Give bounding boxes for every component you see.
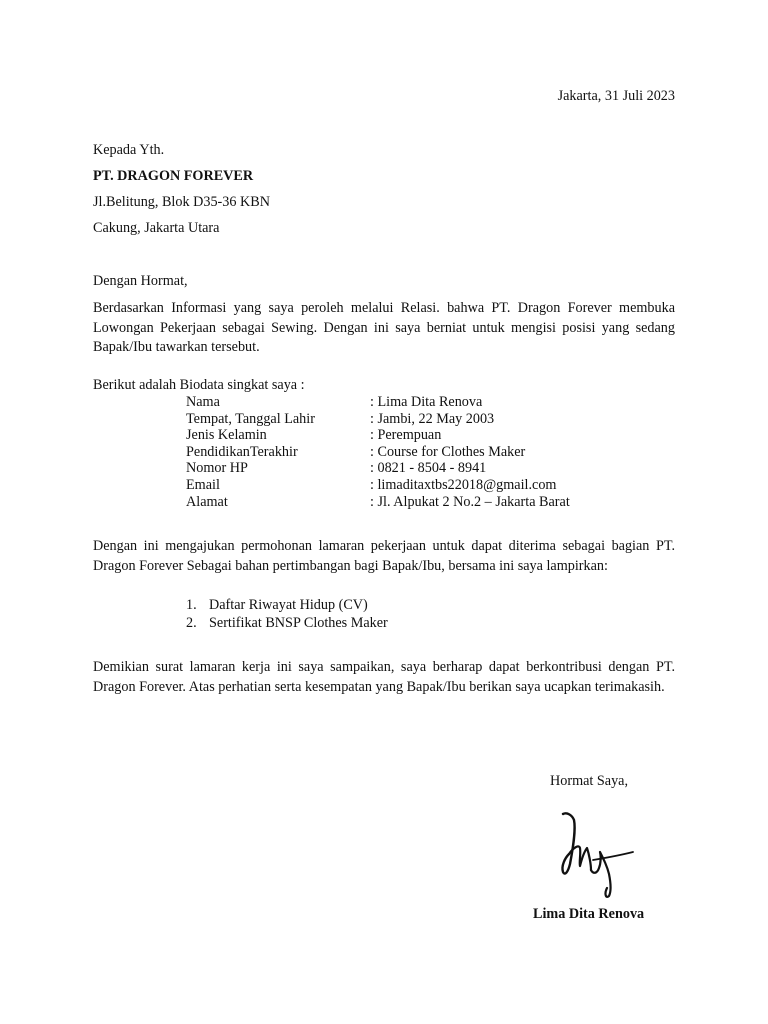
recipient-salutation: Kepada Yth. [93, 142, 165, 158]
biodata-label: Nama [186, 394, 220, 410]
biodata-row [0, 427, 768, 444]
biodata-value: : limaditaxtbs22018@gmail.com [370, 477, 557, 493]
biodata-value: : Jambi, 22 May 2003 [370, 410, 495, 427]
biodata-label: Tempat, Tanggal Lahir [186, 410, 315, 427]
attachment-text: Daftar Riwayat Hidup (CV) [209, 597, 368, 613]
attachment-number: 2. [186, 615, 197, 631]
letter-date: Jakarta, 31 Juli 2023 [557, 88, 675, 104]
biodata-label: Alamat [186, 493, 228, 510]
greeting: Dengan Hormat, [93, 273, 188, 289]
attachment-text: Sertifikat BNSP Clothes Maker [209, 615, 388, 631]
biodata-value: : Course for Clothes Maker [370, 443, 526, 460]
biodata-intro: Berikut adalah Biodata singkat saya : [93, 377, 305, 393]
biodata-label: Nomor HP [186, 460, 248, 477]
biodata-label: Jenis Kelamin [186, 427, 267, 444]
signer-name: Lima Dita Renova [533, 906, 645, 922]
biodata-row [0, 444, 768, 461]
biodata-value: : Perempuan [370, 427, 442, 444]
recipient-address-line2: Cakung, Jakarta Utara [93, 220, 220, 236]
biodata-row [0, 477, 768, 494]
signature-image [553, 808, 638, 900]
paragraph-closing: Demikian surat lamaran kerja ini saya sampaikan, saya berharap dapat berkontribusi dengan PT. Dragon Forever. Atas perhatian serta kesempatan yang Bapak/Ibu berikan saya ucapkan terimakasih. [93, 659, 675, 695]
biodata-value: : Lima Dita Renova [370, 394, 483, 410]
paragraph-application: Dengan ini mengajukan permohonan lamaran pekerjaan untuk dapat diterima sebagai bagian PT. Dragon Forever Sebagai bahan pertimbangan bagi Bapak/Ibu, bersama ini saya lampirkan: [93, 538, 675, 574]
biodata-label: Email [186, 477, 220, 493]
biodata-value: : 0821 - 8504 - 8941 [370, 460, 487, 477]
biodata-row [0, 394, 768, 411]
paragraph-intro: Berdasarkan Informasi yang saya peroleh melalui Relasi. bahwa PT. Dragon Forever membuka Lowongan Pekerjaan sebagai Sewing. Dengan ini saya berniat untuk mengisi posisi yang sedang Bapak/Ibu tawarkan tersebut. [93, 300, 675, 355]
biodata-value: : Jl. Alpukat 2 No.2 – Jakarta Barat [370, 493, 570, 510]
recipient-company: PT. DRAGON FOREVER [93, 168, 254, 184]
attachment-number: 1. [186, 597, 197, 613]
biodata-label: PendidikanTerakhir [186, 443, 298, 460]
closing-salutation: Hormat Saya, [550, 773, 629, 789]
biodata-row [0, 494, 768, 511]
recipient-address-line1: Jl.Belitung, Blok D35-36 KBN [93, 194, 270, 210]
biodata-row [0, 411, 768, 428]
biodata-row [0, 460, 768, 477]
